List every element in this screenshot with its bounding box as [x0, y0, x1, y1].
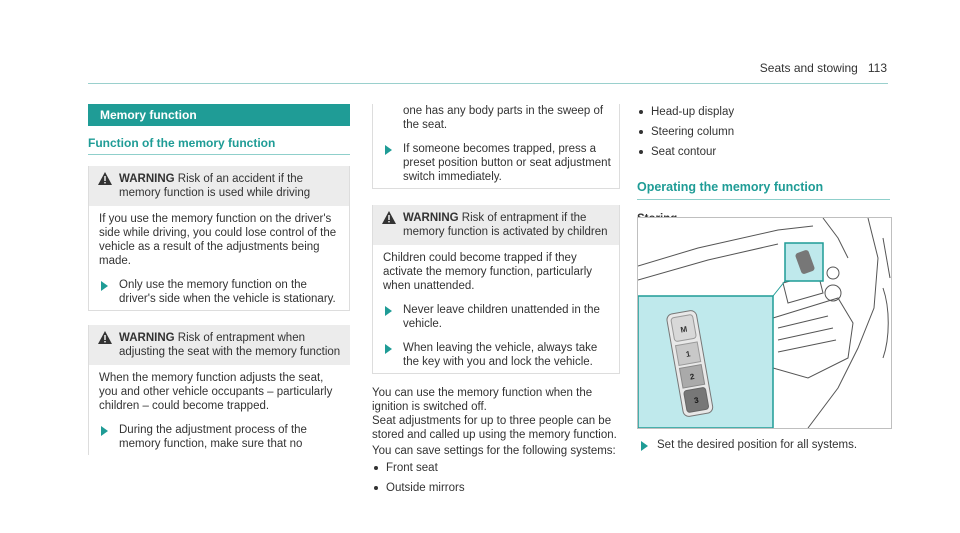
warning-body: Children could become trapped if they activate the memory function, particularly when unattended. [383, 252, 593, 292]
button-label-2: 2 [689, 371, 696, 382]
warning-step [89, 272, 349, 310]
list-item: Seat contour [637, 142, 890, 162]
warning-step [373, 297, 619, 335]
warning-body: When the memory function adjusts the seat, you and other vehicle occupants – particularly children – could become trapped. [99, 372, 333, 412]
warning-step [89, 417, 350, 455]
warning-header [373, 205, 619, 245]
step-text: If someone becomes trapped, press a preset position button or seat adjustment switch immediately. [403, 143, 611, 183]
warning-box-entrapment [88, 325, 350, 455]
list-item: Front seat [372, 458, 620, 478]
warning-box-continued [372, 104, 620, 189]
warning-body: If you use the memory function on the driver's side while driving, you could lose control of the vehicle as a result of the adjustments being made. [99, 213, 337, 267]
warning-head-text: Risk of entrapment when adjusting the seat with the memory function [119, 332, 341, 358]
button-label-3: 3 [693, 395, 700, 406]
storing-step [637, 432, 890, 456]
running-header [760, 61, 887, 75]
list-item: Outside mirrors [372, 478, 620, 498]
button-label-m: M [679, 324, 688, 335]
door-panel-drawing [638, 218, 891, 428]
warning-header [89, 325, 350, 365]
warning-triangle-icon [98, 331, 112, 344]
paragraph: Seat adjustments for up to three people can be stored and called up using the memory function. [372, 415, 617, 441]
warning-header [89, 166, 349, 206]
warning-head-text: Risk of an accident if the memory function is used while driving [119, 173, 311, 199]
warning-label: WARNING [403, 212, 459, 224]
warning-step [373, 335, 619, 373]
subheading-function: Function of the memory function [88, 136, 350, 155]
warning-step [373, 136, 619, 188]
step-text: Never leave children unattended in the vehicle. [403, 304, 600, 330]
section-title: Memory function [88, 104, 350, 126]
paragraph: You can save settings for the following systems: [372, 445, 616, 457]
page-number: 113 [867, 61, 887, 75]
list-item: Steering column [637, 122, 890, 142]
arrow-icon [385, 306, 392, 316]
warning-triangle-icon [382, 211, 396, 224]
continued-text: one has any body parts in the sweep of the seat. [403, 105, 604, 131]
warning-label: WARNING [119, 332, 175, 344]
paragraph: You can use the memory function when the ignition is switched off. [372, 387, 593, 413]
warning-box-accident [88, 166, 350, 311]
column-1 [88, 104, 350, 455]
header-rule [88, 83, 888, 84]
running-title: Seats and stowing [759, 61, 858, 75]
warning-box-children [372, 205, 620, 374]
list-item: Head-up display [637, 102, 890, 122]
column-2 [372, 104, 620, 498]
subheading-operating: Operating the memory function [637, 180, 890, 200]
arrow-icon [385, 145, 392, 155]
step-text: Only use the memory function on the driver's side when the vehicle is stationary. [119, 279, 336, 305]
arrow-icon [101, 281, 108, 291]
step-text: Set the desired position for all systems. [657, 439, 858, 451]
warning-label: WARNING [119, 173, 175, 185]
button-label-1: 1 [685, 349, 692, 359]
step-text: When leaving the vehicle, always take the key with you and lock the vehicle. [403, 342, 598, 368]
memory-buttons-illustration [637, 217, 892, 429]
step [637, 432, 890, 456]
arrow-icon [101, 426, 108, 436]
column-3 [637, 102, 890, 226]
step-text: During the adjustment process of the memory function, make sure that no [119, 424, 307, 450]
warning-head-text: Risk of entrapment if the memory function is activated by children [403, 212, 608, 238]
arrow-icon [641, 441, 648, 451]
warning-triangle-icon [98, 172, 112, 185]
arrow-icon [385, 344, 392, 354]
